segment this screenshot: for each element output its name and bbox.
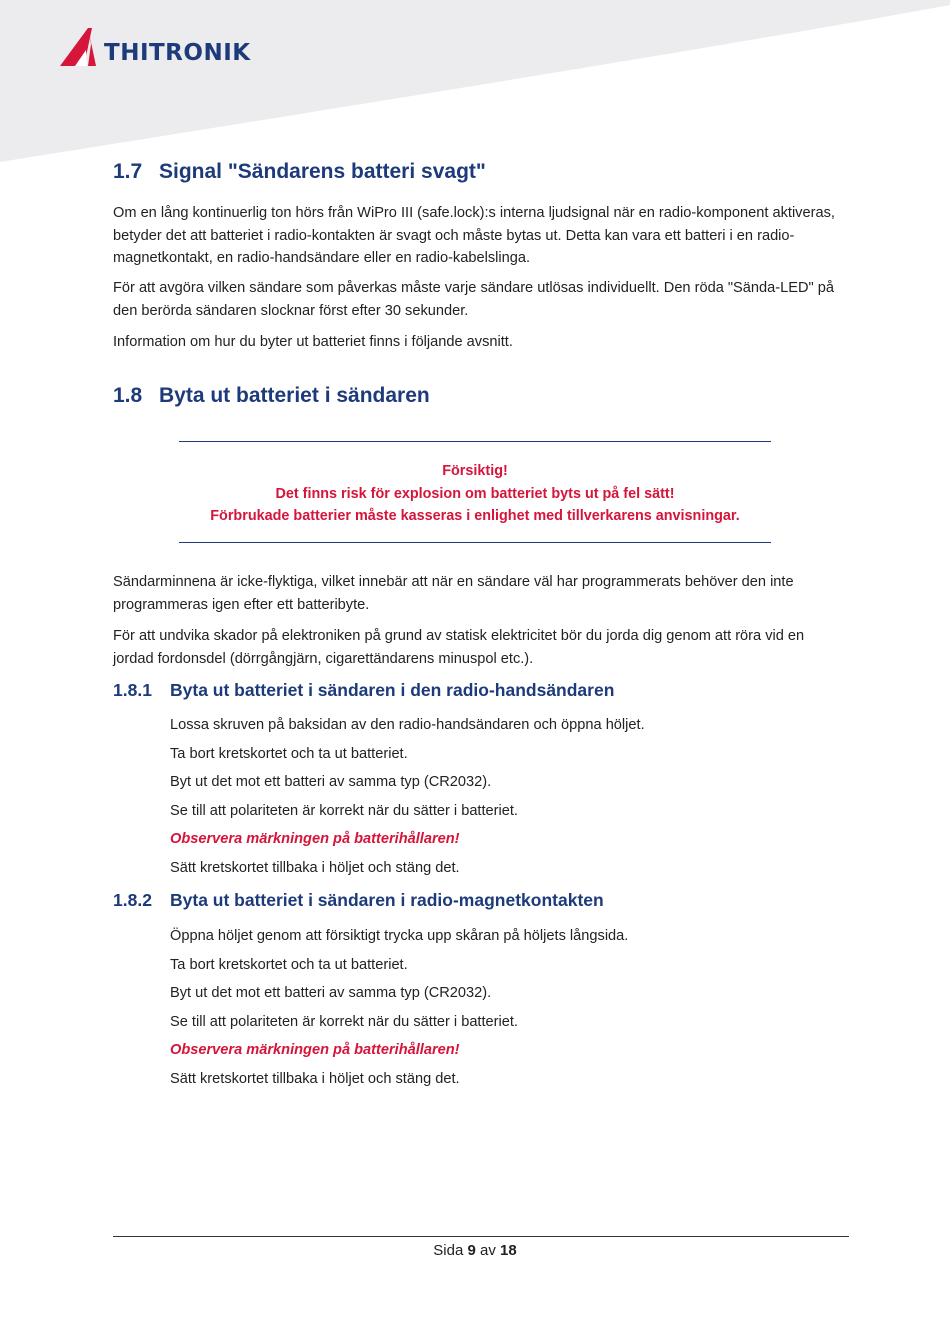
logo-sail-icon [58, 26, 102, 68]
paragraph: Sändarminnena är icke-flyktiga, vilket innebär att när en sändare väl har programmerats behöver den inte programmeras igen efter ett batteribyte. [113, 574, 794, 613]
step-item: Se till att polariteten är korrekt när du sätter i batteriet. [170, 1013, 518, 1030]
paragraph: Information om hur du byter ut batteriet finns i följande avsnitt. [113, 334, 513, 350]
subsection-heading-1-8-1 [113, 680, 614, 701]
section-title: Byta ut batteriet i sändaren [159, 384, 430, 407]
section-number: 1.7 [113, 160, 143, 183]
step-item: Byt ut det mot ett batteri av samma typ (CR2032). [170, 774, 492, 790]
warning-text: Förbrukade batterier måste kasseras i enlighet med tillverkarens anvisningar. [210, 508, 740, 524]
subsection-number: 1.8.1 [113, 680, 152, 700]
warning-text: Det finns risk för explosion om batteriet byts ut på fel sätt! [275, 485, 675, 502]
warning-title: Försiktig! [442, 463, 508, 479]
step-item: Ta bort kretskortet och ta ut batteriet. [170, 745, 408, 762]
footer-page-prefix: Sida [433, 1242, 464, 1259]
brand-logo [58, 24, 251, 68]
paragraph: För att avgöra vilken sändare som påverkas måste varje sändare utlösas individuellt. Den röda "Sända-LED" på den berörda sändaren slocknar först efter 30 sekunder. [113, 280, 834, 319]
steps-list-1-8-2 [170, 925, 628, 1096]
paragraph: För att undvika skador på elektroniken på grund av statisk elektricitet bör du jorda dig genom att röra vid en jordad fordonsdel (dörrgångjärn, cigarettändarens minuspol etc.). [113, 628, 805, 667]
step-item: Ta bort kretskortet och ta ut batteriet. [170, 956, 408, 973]
step-item: Se till att polariteten är korrekt när du sätter i batteriet. [170, 802, 518, 819]
logo-wordmark: THITRONIK [104, 40, 251, 66]
subsection-title: Byta ut batteriet i sändaren i den radio-handsändaren [170, 680, 615, 700]
step-item: Byt ut det mot ett batteri av samma typ (CR2032). [170, 985, 492, 1001]
steps-list-1-8-1 [170, 714, 645, 885]
warning-box [179, 441, 771, 543]
section-heading-1-7 [113, 160, 486, 184]
subsection-heading-1-8-2 [113, 890, 604, 911]
step-item: Öppna höljet genom att försiktigt trycka upp skåran på höljets långsida. [170, 928, 629, 944]
subsection-number: 1.8.2 [113, 890, 152, 910]
step-item: Sätt kretskortet tillbaka i höljet och stäng det. [170, 859, 460, 876]
step-note: Observera märkningen på batterihållaren! [170, 831, 460, 847]
paragraph: Om en lång kontinuerlig ton hörs från WiPro III (safe.lock):s interna ljudsignal när en radio-komponent aktiveras, betyder det att batteriet i radio-kontakten är svagt och måste bytas ut. Detta kan vara ett batteri i en radio-magnetkontakt, en radio-handsändare eller en radio-kabelslinga. [113, 205, 835, 266]
footer-page-total: 18 [500, 1242, 517, 1259]
page-footer [0, 1242, 950, 1259]
footer-divider [113, 1236, 849, 1237]
section-number: 1.8 [113, 384, 143, 407]
footer-page-number: 9 [467, 1242, 476, 1259]
step-item: Sätt kretskortet tillbaka i höljet och stäng det. [170, 1070, 460, 1087]
step-note: Observera märkningen på batterihållaren! [170, 1042, 460, 1058]
step-item: Lossa skruven på baksidan av den radio-handsändaren och öppna höljet. [170, 717, 645, 733]
subsection-title: Byta ut batteriet i sändaren i radio-magnetkontakten [170, 890, 604, 910]
section-heading-1-8 [113, 384, 430, 408]
section-title: Signal "Sändarens batteri svagt" [159, 160, 486, 183]
footer-page-separator: av [480, 1242, 496, 1259]
